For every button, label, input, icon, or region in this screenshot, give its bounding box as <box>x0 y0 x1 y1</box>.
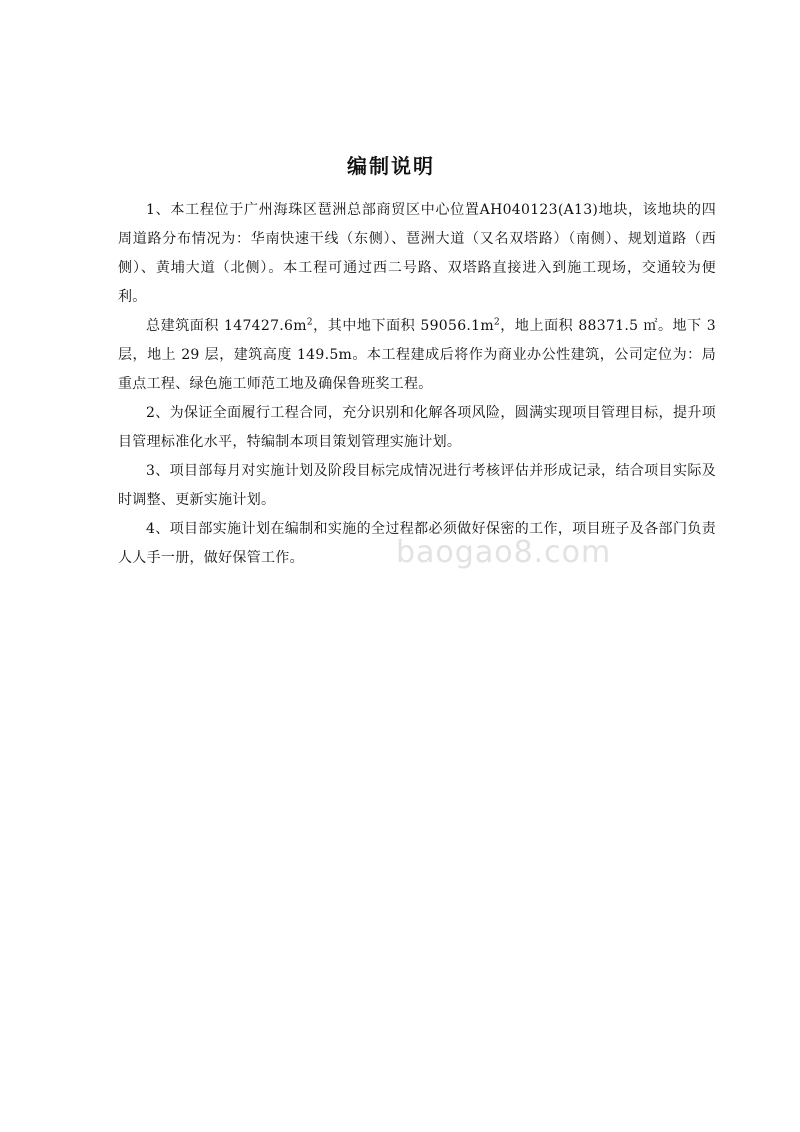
paragraph-evaluation: 3、项目部每月对实施计划及阶段目标完成情况进行考核评估并形成记录，结合项目实际及时调整、更新实施计划。 <box>118 463 716 508</box>
watermark-text: baogao8.com <box>396 535 612 570</box>
area-superscript-1: 2 <box>306 317 313 328</box>
paragraph-confidentiality: 4、项目部实施计划在编制和实施的全过程都必须做好保密的工作，项目班子及各部门负责人人手一册，做好保管工作。 <box>118 521 716 566</box>
paragraph-contract: 2、为保证全面履行工程合同，充分识别和化解各项风险，圆满实现项目管理目标，提升项目管理标准化水平，特编制本项目策划管理实施计划。 <box>118 405 716 450</box>
area-text-part-3: ，地上面积 88371.5 ㎡。地下 3 层，地上 29 层，建筑高度 149.5m。本工程建成后将作为商业办公性建筑，公司定位为：局重点工程、绿色施工师范工地及确保鲁班奖工程。 <box>118 318 717 392</box>
area-superscript-2: 2 <box>493 317 500 328</box>
area-text-part-2: ，其中地下面积 59056.1m <box>312 318 494 334</box>
document-body <box>118 196 716 573</box>
area-text-part-1: 总建筑面积 147427.6m <box>146 318 307 334</box>
document-title: 编制说明 <box>347 154 435 178</box>
paragraph-location: 1、本工程位于广州海珠区琶洲总部商贸区中心位置AH040123(A13)地块，该地块的四周道路分布情况为：华南快速干线（东侧）、琶洲大道（又名双塔路）（南侧）、规划道路（西侧）、黄埔大道（北侧）。本工程可通过西二号路、双塔路直接进入到施工现场，交通较为便利。 <box>118 202 716 305</box>
paragraph-area <box>118 312 716 399</box>
